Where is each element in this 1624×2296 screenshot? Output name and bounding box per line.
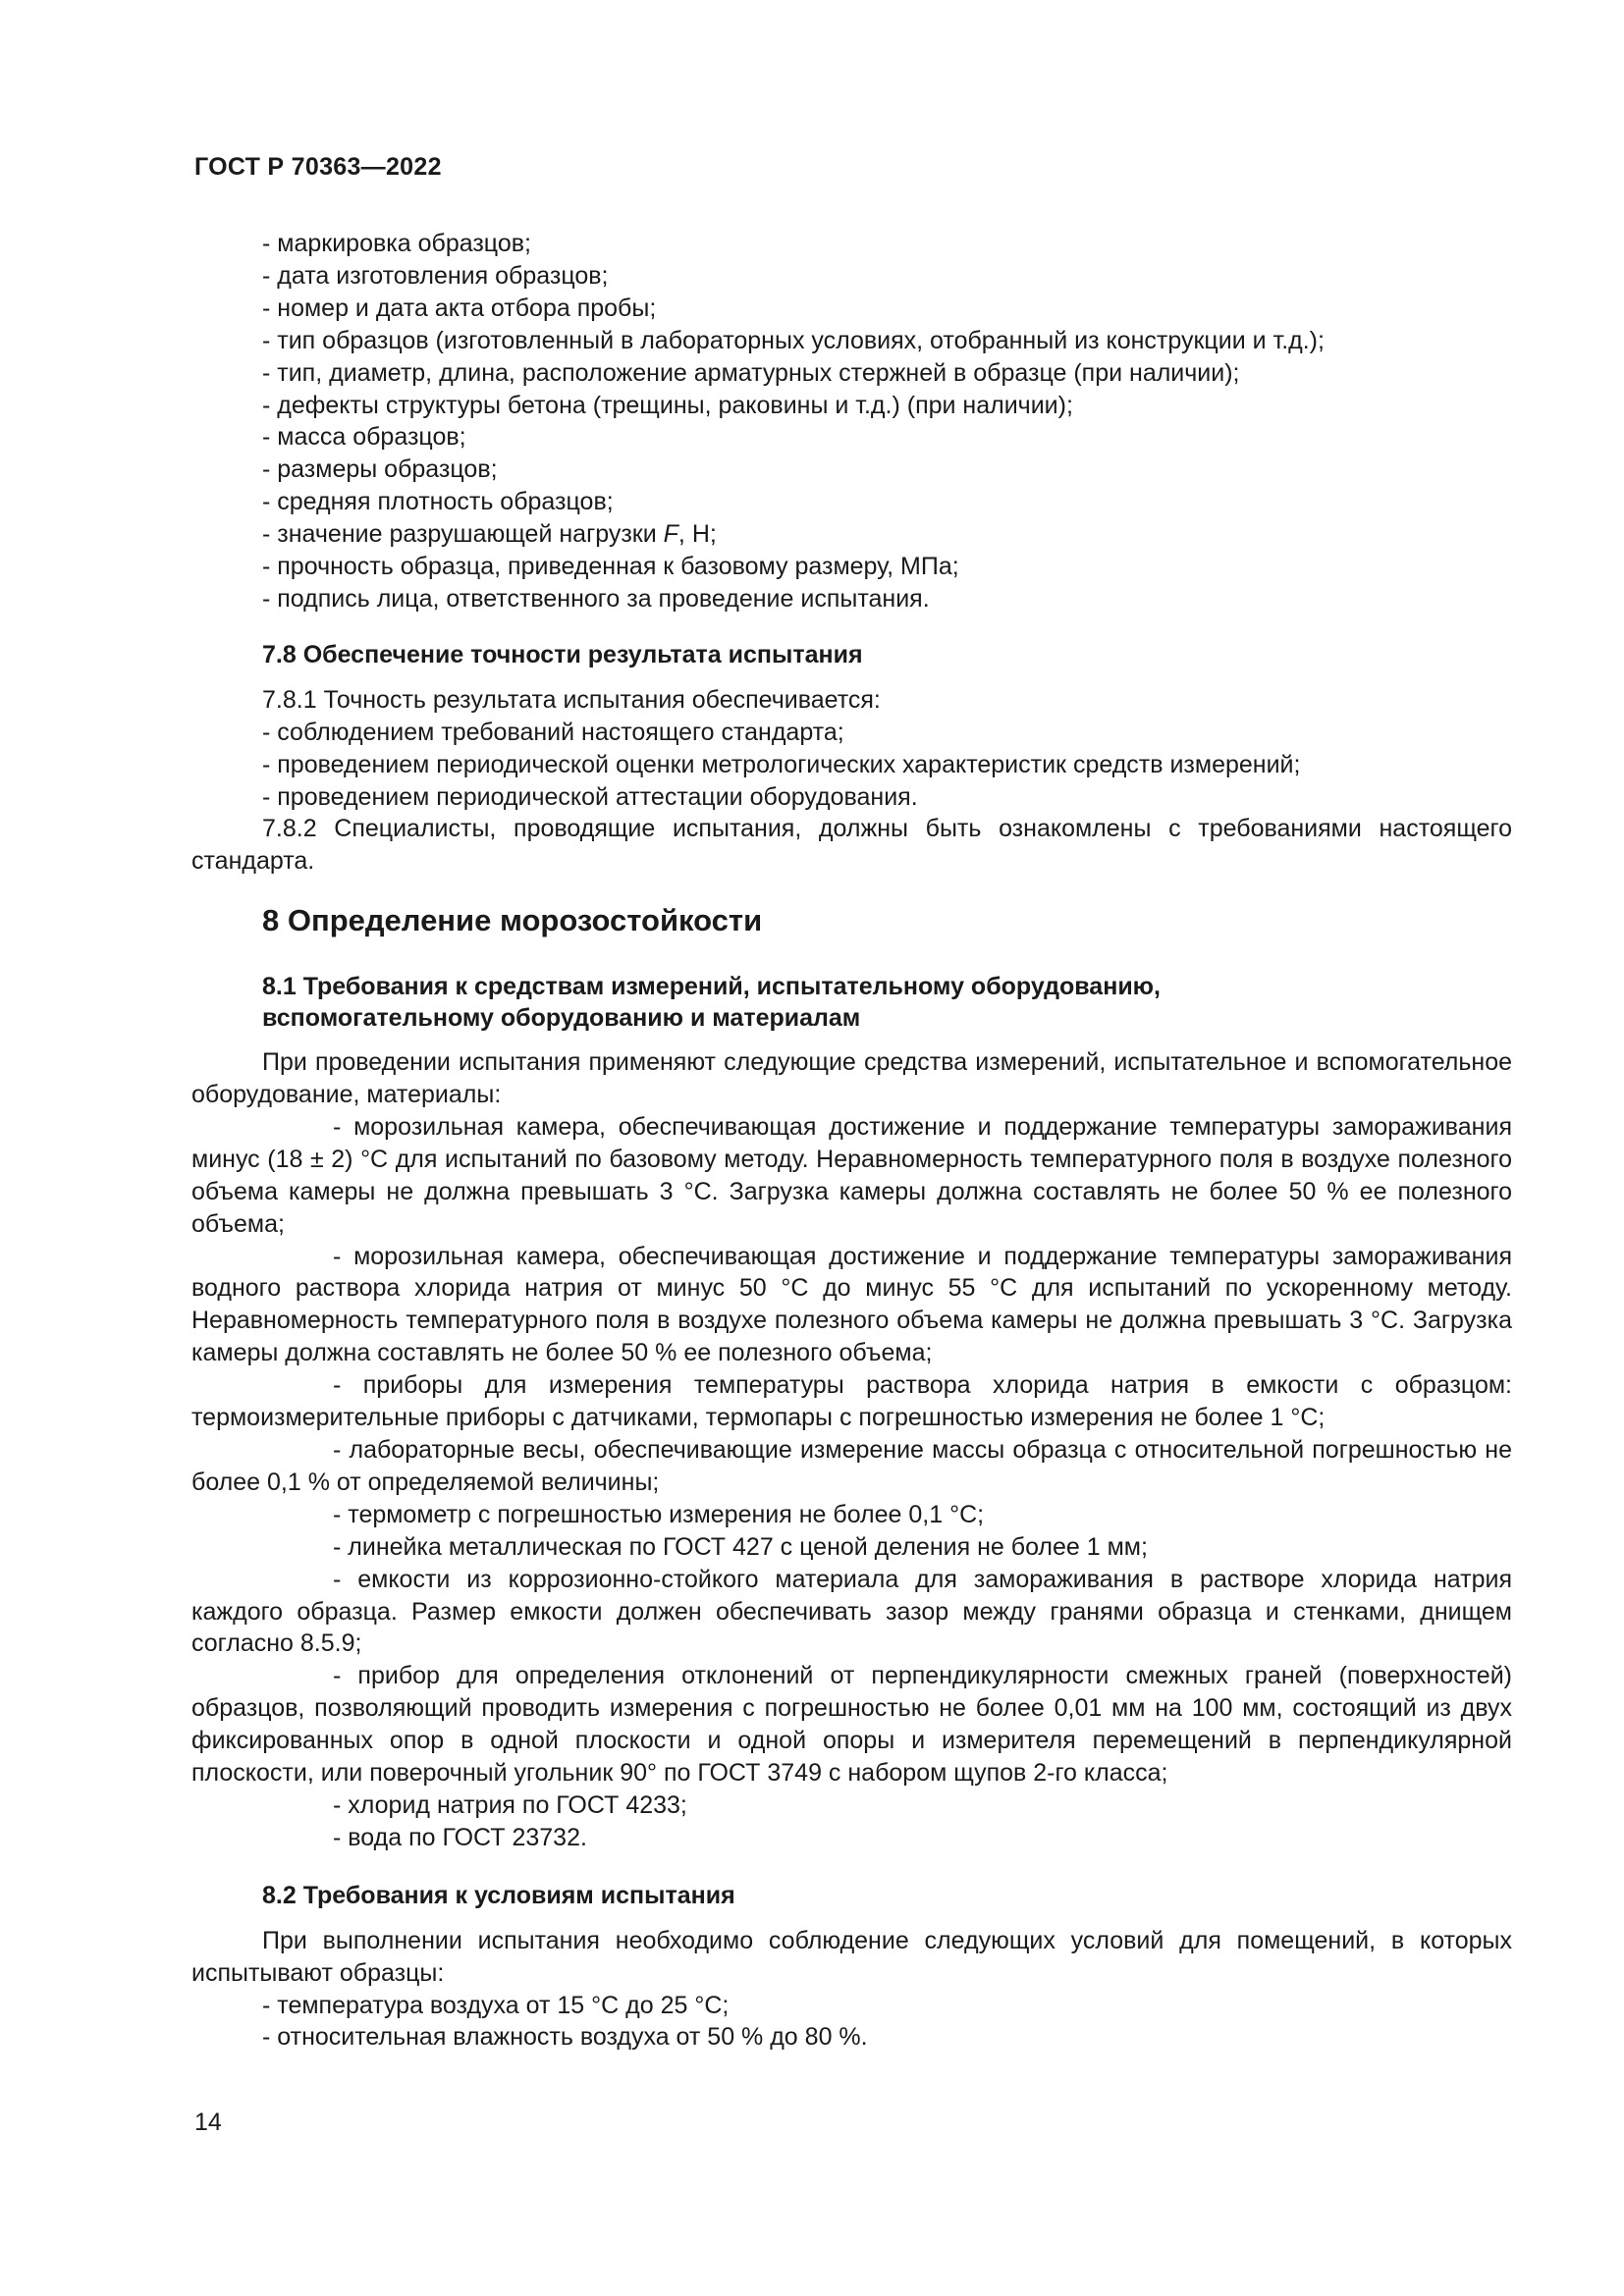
- list-item: - тип, диаметр, длина, расположение арматурных стержней в образце (при наличии);: [262, 358, 1240, 387]
- section-8-1-title: [262, 971, 1512, 1034]
- paragraph-7-8-2: [191, 813, 1512, 878]
- page-content: [191, 228, 1512, 2054]
- list-item: - маркировка образцов;: [262, 230, 531, 257]
- list-item: - лабораторные весы, обеспечивающие измерение массы образца с относительной погрешностью не более 0,1 % от определяемой величины;: [191, 1436, 1512, 1496]
- list-item: - размеры образцов;: [262, 455, 498, 484]
- list-item-text: , Н;: [677, 520, 717, 549]
- list-item: - относительная влажность воздуха от 50 % до 80 %.: [262, 2023, 868, 2052]
- variable-f: F: [663, 520, 678, 549]
- list-item: - температура воздуха от 15 °С до 25 °С;: [262, 1991, 730, 2019]
- list-item: - подпись лица, ответственного за проведение испытания.: [262, 584, 930, 613]
- list-item: - номер и дата акта отбора пробы;: [262, 294, 657, 322]
- section-8-title: 8 Определение морозостойкости: [262, 903, 763, 938]
- paragraph-7-8-1: 7.8.1 Точность результата испытания обеспечивается:: [262, 685, 881, 714]
- list-item: - термометр с погрешностью измерения не более 0,1 °С;: [333, 1500, 985, 1528]
- paragraph-text: При выполнении испытания необходимо соблюдение следующих условий для помещений, в которых испытывают образцы:: [191, 1926, 1512, 1987]
- page-number: 14: [194, 2109, 222, 2136]
- list-item: - морозильная камера, обеспечивающая достижение и поддержание температуры замораживания минус (18 ± 2) °С для испытаний по базовому методу. Неравномерность температурного поля в воздухе полезного объема камеры не должна превышать 3 °С. Загрузка камеры должна составлять не более 50 % ее полезного объема;: [191, 1112, 1512, 1238]
- list-item: - вода по ГОСТ 23732.: [333, 1823, 587, 1851]
- list-item: - хлорид натрия по ГОСТ 4233;: [333, 1790, 687, 1819]
- list-item: - морозильная камера, обеспечивающая достижение и поддержание температуры замораживания водного раствора хлорида натрия от минус 50 °С до минус 55 °С для испытаний по ускоренному методу. Неравномерность температурного поля в воздухе полезного объема камеры не должна превышать 3 °С. Загрузка камеры должна составлять не более 50 % ее полезного объема;: [191, 1242, 1512, 1367]
- list-item: - масса образцов;: [262, 423, 466, 452]
- section-8-1-title-line1: 8.1 Требования к средствам измерений, испытательному оборудованию,: [262, 973, 1161, 1001]
- list-item: - емкости из коррозионно-стойкого материала для замораживания в растворе хлорида натрия каждого образца. Размер емкости должен обеспечивать зазор между гранями образца и стенками, днищем согласно 8.5.9;: [191, 1565, 1512, 1658]
- list-item: - прибор для определения отклонений от перпендикулярности смежных граней (поверхностей) образцов, позволяющий проводить измерения с погрешностью не более 0,01 мм на 100 мм, состоящий из двух фиксированных опор в одной плоскости и одной опоры и измерителя перемещений в перпендикулярной плоскости, или поверочный угольник 90° по ГОСТ 3749 с набором щупов 2-го класса;: [191, 1662, 1512, 1788]
- list-item: - соблюдением требований настоящего стандарта;: [262, 718, 844, 746]
- list-item: - дата изготовления образцов;: [262, 261, 609, 290]
- list-item: [262, 518, 1512, 551]
- list-item: - дефекты структуры бетона (трещины, раковины и т.д.) (при наличии);: [262, 391, 1073, 419]
- list-item: - проведением периодической аттестации оборудования.: [262, 782, 918, 811]
- equipment-list: [191, 1111, 1512, 1854]
- list-item: - тип образцов (изготовленный в лабораторных условиях, отобранный из конструкции и т.д.);: [262, 326, 1325, 354]
- list-item: - проведением периодической оценки метрологических характеристик средств измерений;: [262, 750, 1301, 778]
- paragraph-text: 7.8.2 Специалисты, проводящие испытания, должны быть ознакомлены с требованиями настоящего стандарта.: [191, 815, 1512, 876]
- record-list: [262, 228, 1512, 615]
- paragraph-text: При проведении испытания применяют следующие средства измерений, испытательное и вспомогательное оборудование, материалы:: [191, 1048, 1512, 1109]
- section-7-8-title: 7.8 Обеспечение точности результата испытания: [262, 640, 863, 668]
- list-item-text: - значение разрушающей нагрузки: [262, 520, 664, 549]
- list-item: - линейка металлическая по ГОСТ 427 с ценой деления не более 1 мм;: [333, 1532, 1148, 1561]
- list-item: - приборы для измерения температуры раствора хлорида натрия в емкости с образцом: термоизмерительные приборы с датчиками, термопары с погрешностью измерения не более 1 °С;: [191, 1371, 1512, 1432]
- section-8-1-title-line2: вспомогательному оборудованию и материалам: [262, 1004, 861, 1033]
- section-8-1-intro: [191, 1046, 1512, 1111]
- section-8-2-title: 8.2 Требования к условиям испытания: [262, 1881, 735, 1909]
- list-item: - прочность образца, приведенная к базовому размеру, МПа;: [262, 553, 959, 581]
- page-header: ГОСТ Р 70363—2022: [194, 153, 442, 181]
- list-item: - средняя плотность образцов;: [262, 488, 614, 516]
- section-8-2-intro: [191, 1925, 1512, 1990]
